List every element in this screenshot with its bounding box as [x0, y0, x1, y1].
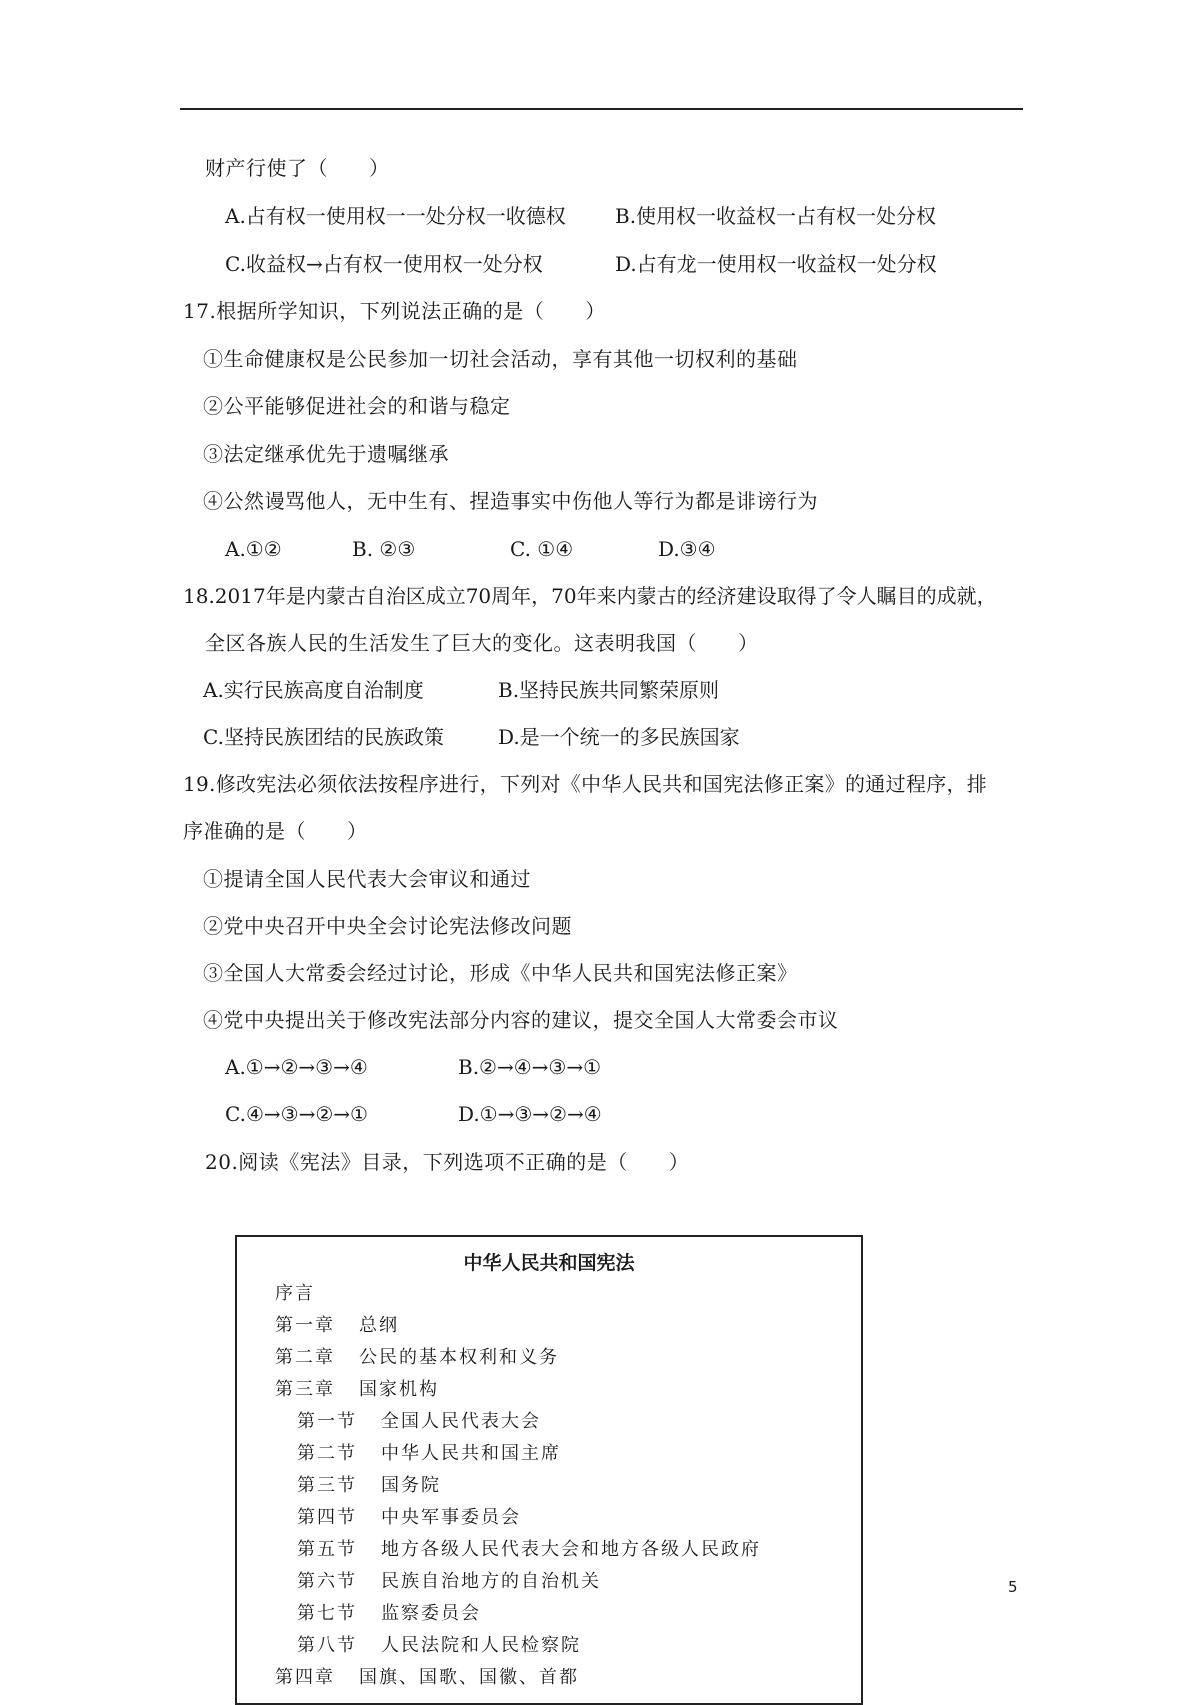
constitution-toc-box: [235, 1235, 863, 1705]
q16-option-d: D.占有龙一使用权一收益权一处分权: [615, 252, 937, 276]
toc-section-5: [297, 1538, 761, 1562]
q16-option-a: A.占有权一使用权一一处分权一收德权: [225, 204, 566, 228]
toc-title: 中华人民共和国宪法: [463, 1252, 635, 1274]
toc-chapter-1: [275, 1314, 399, 1338]
toc-chapter-label: 第二章: [275, 1347, 335, 1368]
toc-chapter-text: 国家机构: [359, 1379, 439, 1400]
q18-stem-line2: 全区各族人民的生活发生了巨大的变化。这表明我国（ ）: [205, 631, 759, 655]
q19-stem-line2: 序准确的是（ ）: [183, 819, 368, 843]
toc-section-label: 第八节: [297, 1635, 357, 1656]
toc-section-label: 第三节: [297, 1475, 357, 1496]
q17-option-c: C. ①④: [510, 537, 574, 561]
toc-section-text: 地方各级人民代表大会和地方各级人民政府: [381, 1539, 761, 1560]
header-rule: [180, 108, 1023, 110]
q19-stem-line1: 19.修改宪法必须依法按程序进行，下列对《中华人民共和国宪法修正案》的通过程序，排: [183, 772, 988, 796]
toc-chapter-text: 公民的基本权利和义务: [359, 1347, 559, 1368]
toc-section-text: 国务院: [381, 1475, 441, 1496]
q17-statement-1: ①生命健康权是公民参加一切社会活动，享有其他一切权利的基础: [203, 347, 798, 371]
toc-chapter-text: 国旗、国歌、国徽、首都: [359, 1667, 579, 1688]
toc-preface: 序言: [275, 1283, 315, 1304]
toc-chapter-label: 第三章: [275, 1379, 335, 1400]
toc-section-text: 全国人民代表大会: [381, 1411, 541, 1432]
toc-section-text: 中华人民共和国主席: [381, 1443, 561, 1464]
toc-section-text: 人民法院和人民检察院: [381, 1635, 581, 1656]
q19-option-a: A.①→②→③→④: [225, 1055, 368, 1079]
q19-statement-1: ①提请全国人民代表大会审议和通过: [203, 867, 531, 891]
page-number: 5: [1008, 1578, 1018, 1596]
toc-section-3: [297, 1474, 441, 1498]
toc-chapter-label: 第一章: [275, 1315, 335, 1336]
toc-section-label: 第四节: [297, 1507, 357, 1528]
toc-section-6: [297, 1570, 601, 1594]
toc-chapter-text: 总纲: [359, 1315, 399, 1336]
toc-section-text: 中央军事委员会: [381, 1507, 521, 1528]
toc-section-4: [297, 1506, 521, 1530]
toc-section-text: 监察委员会: [381, 1603, 481, 1624]
q17-option-d: D.③④: [658, 537, 716, 561]
toc-section-label: 第六节: [297, 1571, 357, 1592]
toc-section-label: 第一节: [297, 1411, 357, 1432]
q18-option-c: C.坚持民族团结的民族政策: [203, 725, 444, 749]
toc-section-text: 民族自治地方的自治机关: [381, 1571, 601, 1592]
q20-stem: 20.阅读《宪法》目录，下列选项不正确的是（ ）: [205, 1150, 690, 1174]
q17-statement-3: ③法定继承优先于遗嘱继承: [203, 442, 449, 466]
q19-statement-2: ②党中央召开中央全会讨论宪法修改问题: [203, 914, 572, 938]
toc-section-label: 第七节: [297, 1603, 357, 1624]
q18-option-b: B.坚持民族共同繁荣原则: [498, 678, 720, 702]
q19-option-c: C.④→③→②→①: [225, 1102, 368, 1126]
toc-chapter-4: [275, 1666, 579, 1690]
toc-chapter-label: 第四章: [275, 1667, 335, 1688]
q17-option-a: A.①②: [225, 537, 282, 561]
q19-option-b: B.②→④→③→①: [458, 1055, 602, 1079]
q19-statement-4: ④党中央提出关于修改宪法部分内容的建议，提交全国人大常委会市议: [203, 1008, 839, 1032]
q17-statement-2: ②公平能够促进社会的和谐与稳定: [203, 394, 511, 418]
q18-option-a: A.实行民族高度自治制度: [203, 678, 424, 702]
q17-option-b: B. ②③: [352, 537, 416, 561]
toc-section-8: [297, 1634, 581, 1658]
q16-continuation: 财产行使了（ ）: [205, 156, 390, 180]
q19-option-d: D.①→③→②→④: [458, 1102, 602, 1126]
toc-section-label: 第二节: [297, 1443, 357, 1464]
q17-statement-4: ④公然谩骂他人，无中生有、捏造事实中伤他人等行为都是诽谤行为: [203, 489, 818, 513]
q17-stem: 17.根据所学知识，下列说法正确的是（ ）: [183, 299, 606, 323]
toc-chapter-3: [275, 1378, 439, 1402]
q19-statement-3: ③全国人大常委会经过讨论，形成《中华人民共和国宪法修正案》: [203, 961, 798, 985]
q18-option-d: D.是一个统一的多民族国家: [498, 725, 740, 749]
toc-section-label: 第五节: [297, 1539, 357, 1560]
q16-option-c: C.收益权→占有权一使用权一处分权: [225, 252, 543, 276]
q18-stem-line1: 18.2017年是内蒙古自治区成立70周年，70年来内蒙古的经济建设取得了令人瞩目的成就，: [183, 584, 997, 608]
toc-section-2: [297, 1442, 561, 1466]
q16-option-b: B.使用权一收益权一占有权一处分权: [615, 204, 937, 228]
toc-chapter-2: [275, 1346, 559, 1370]
toc-section-7: [297, 1602, 481, 1626]
toc-section-1: [297, 1410, 541, 1434]
